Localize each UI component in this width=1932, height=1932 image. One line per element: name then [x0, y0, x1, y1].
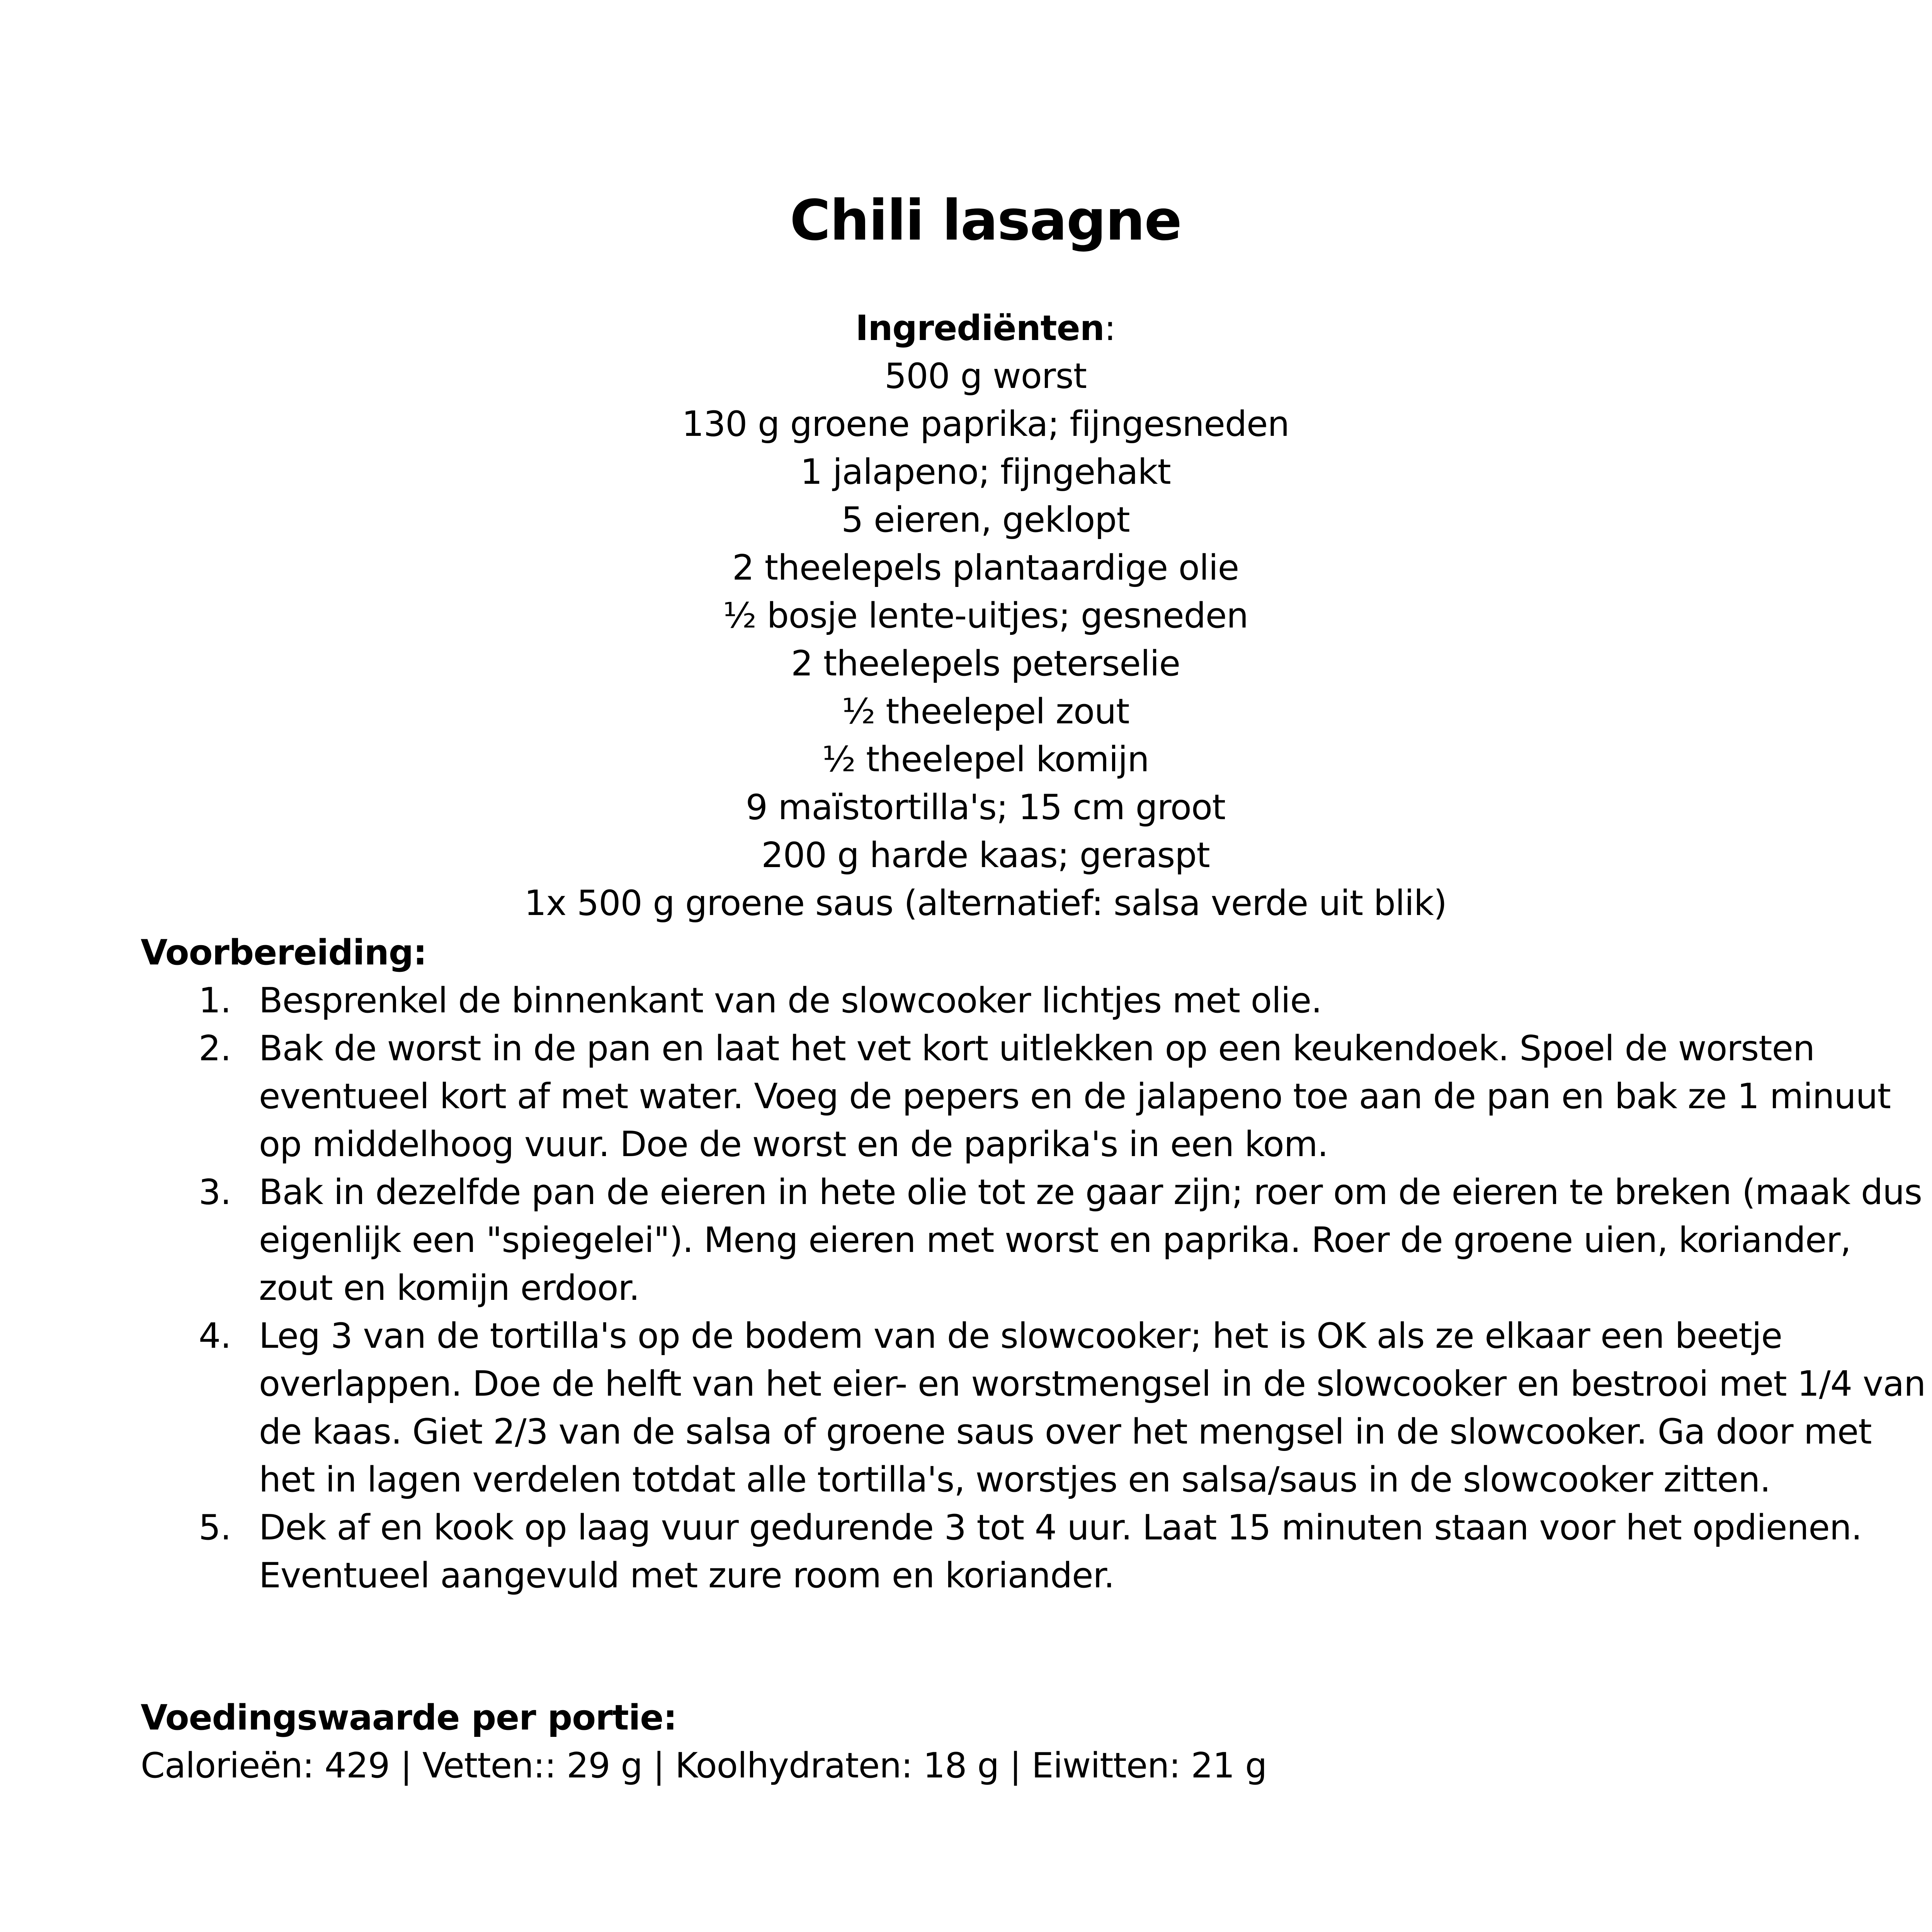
- preparation-steps: [141, 977, 1926, 1600]
- nutrition-section: [141, 1694, 1802, 1790]
- preparation-step: [141, 1168, 1932, 1312]
- preparation-step: [141, 977, 1932, 1025]
- ingredients-heading-colon: :: [1104, 308, 1116, 349]
- preparation-step: [141, 1504, 1932, 1600]
- step-text: Besprenkel de binnenkant van de slowcooker lichtjes met olie.: [259, 980, 1322, 1021]
- ingredients-heading: [0, 304, 1932, 352]
- ingredient-item: 1 jalapeno; fijngehakt: [800, 452, 1171, 492]
- ingredient-item: 500 g worst: [884, 356, 1087, 396]
- nutrition-values: Calorieën: 429 | Vetten:: 29 g | Koolhydraten: 18 g | Eiwitten: 21 g: [141, 1745, 1267, 1786]
- ingredient-item: ½ theelepel komijn: [822, 739, 1149, 780]
- ingredient-item: ½ theelepel zout: [842, 691, 1129, 732]
- step-text: Bak de worst in de pan en laat het vet kort uitlekken op een keukendoek. Spoel de worsten eventueel kort af met water. Voeg de pepers en de jalapeno toe aan de pan en bak ze 1 minuut op middelhoog vuur. Doe de worst en de paprika's in een kom.: [259, 1028, 1891, 1165]
- step-number: 1.: [199, 980, 231, 1021]
- step-number: 3.: [199, 1172, 231, 1213]
- step-number: 2.: [199, 1028, 231, 1069]
- ingredients-list: [0, 352, 1932, 927]
- ingredient-item: 2 theelepels peterselie: [791, 643, 1180, 684]
- preparation-step: [141, 1025, 1932, 1168]
- step-number: 4.: [199, 1316, 231, 1356]
- step-text: Dek af en kook op laag vuur gedurende 3 tot 4 uur. Laat 15 minuten staan voor het opdienen. Eventueel aangevuld met zure room en koriander.: [259, 1507, 1862, 1596]
- ingredients-heading-label: Ingrediënten: [855, 308, 1104, 349]
- preparation-step: [141, 1312, 1932, 1504]
- preparation-heading: Voorbereiding:: [141, 932, 427, 973]
- recipe-title: Chili lasagne: [789, 188, 1182, 253]
- ingredients-section: [0, 304, 1932, 927]
- nutrition-heading: Voedingswaarde per portie:: [141, 1697, 677, 1738]
- ingredient-item: 130 g groene paprika; fijngesneden: [682, 404, 1289, 444]
- ingredient-item: 1x 500 g groene saus (alternatief: salsa verde uit blik): [524, 883, 1447, 923]
- step-text: Leg 3 van de tortilla's op de bodem van de slowcooker; het is OK als ze elkaar een beetje overlappen. Doe de helft van het eier- en worstmengsel in de slowcooker en bestrooi met 1/4 van de kaas. Giet 2/3 van de salsa of groene saus over het mengsel in de slowcooker. Ga door met het in lagen verdelen totdat alle tortilla's, worstjes en salsa/saus in de slowcooker zitten.: [259, 1316, 1926, 1500]
- ingredient-item: ½ bosje lente-uitjes; gesneden: [723, 595, 1248, 636]
- preparation-section: [141, 929, 1926, 1600]
- ingredient-item: 9 maïstortilla's; 15 cm groot: [745, 787, 1226, 828]
- step-number: 5.: [199, 1507, 231, 1548]
- ingredient-item: 5 eieren, geklopt: [841, 500, 1130, 540]
- ingredient-item: 200 g harde kaas; geraspt: [761, 835, 1210, 876]
- step-text: Bak in dezelfde pan de eieren in hete olie tot ze gaar zijn; roer om de eieren te breken (maak dus eigenlijk een "spiegelei"). Meng eieren met worst en paprika. Roer de groene uien, koriander, zout en komijn erdoor.: [259, 1172, 1922, 1308]
- ingredient-item: 2 theelepels plantaardige olie: [732, 548, 1239, 588]
